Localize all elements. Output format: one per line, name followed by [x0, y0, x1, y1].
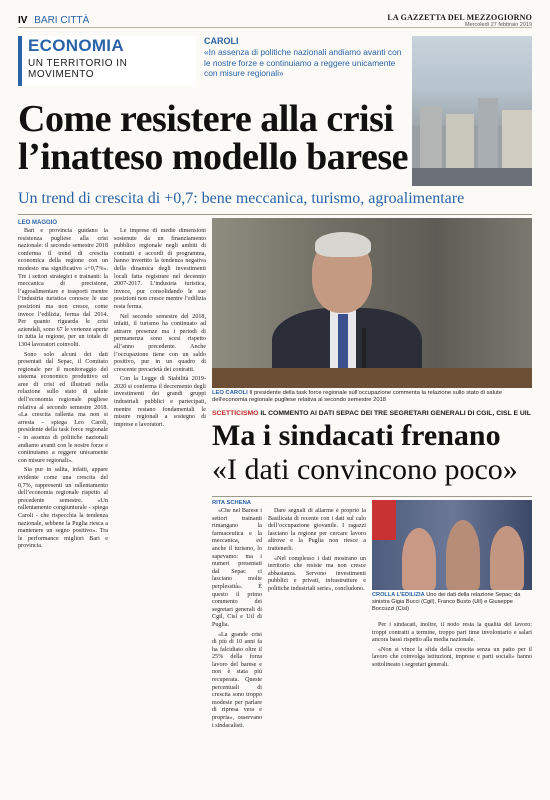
union-leaders-photo [372, 500, 532, 590]
article2-headline-line-2: «I dati convincono poco» [212, 453, 518, 486]
article2-column-2 [268, 508, 366, 788]
paragraph: Sono solo alcuni dei dati presentati dal Sepac, il Comitato regionale per il monitoraggio del sistema economico produttivo ed aree di crisi ed illustrati nella relazione sullo stato di salute dell’economia regionale pugliese relativa al secondo semestre 2018. «La crescita rallenta ma non si arresta - spiega Leo Caroli, presidente della task force regionale - in assenza di politiche nazionali andiamo avanti con le nostre forze e continuiamo a reggere unicamente con misure regionali». [18, 351, 108, 464]
paragraph: Le imprese di medie dimensioni sostenute da un finanziamento pubblico regionale negli ambiti di contratti e accordi di programma, hanno invertito la tendenza negativa della dinamica degli investimenti locali fatta registrare nel decennio 2007-2017. L’industria turistica, invece, pur consolidando le sue posizioni non cresce mentre l’edilizia resta ferma. [114, 228, 206, 310]
subheadline: Un trend di crescita di +0,7: bene meccanica, turismo, agroalimentare [18, 190, 465, 207]
caption-label: CROLLA L’EDILIZIA [372, 592, 425, 598]
poster-graphic [372, 500, 396, 540]
paragraph: Dare segnali di allarme è proprio la Basilicata di recente con i dati sul calo dell’occupazione giovanile. I ragazzi lasciano la regione per cercare lavoro altrove e la Puglia non riesce a trattenerli. [268, 508, 366, 552]
paragraph: Bari e provincia guidano la resistenza pugliese alla crisi nazionale: il secondo semestre 2018 conferma il trend di crescita economica della regione con un modesto ma significativo «+0,7%». Tre i settori strategici e trainanti: la meccanica di precisione, l’agroalimentare e trasporti mentre l’industria turistica conosce le sue posizioni ma non cresce, come invece l’edilizia, ferma dal 2014. Per quanto riguarda le crisi aziendali, sono 67 le vertenze aperte in tutta la regione, per un totale di 1304 lavoratori coinvolti. [18, 228, 108, 348]
section-title: ECONOMIA [28, 36, 124, 55]
section-subtitle: UN TERRITORIO IN MOVIMENTO [28, 58, 128, 80]
article2-column-1 [212, 508, 262, 788]
paragraph: «Non si vince la sfida della crescita senza un patto per il lavoro che coinvolga istituzioni, imprese e parti sociali» hanno sottolineato i segretari generali. [372, 646, 532, 668]
section-name: BARI CITTÀ [34, 15, 90, 26]
main-headline [18, 100, 408, 176]
article2-headline-line-1: Ma i sindacati frenano [212, 419, 501, 452]
pull-quote-text: «In assenza di politiche nazionali andiamo avanti con le nostre forze e continuiamo a reggere unicamente con misure regionali» [204, 47, 402, 78]
city-skyline-photo [412, 36, 532, 186]
article2-column-3 [372, 622, 532, 788]
kicker-label: SCETTICISMO [212, 410, 259, 417]
headline-line-1: Come resistere alla crisi [18, 98, 394, 140]
kicker-text: IL COMMENTO AI DATI SEPAC DEI TRE SEGRETARI GENERALI DI CGIL, CISL E UIL [260, 410, 531, 417]
photo-caption [212, 390, 532, 404]
caption-text: Uno dei dati della relazione Sepac; da sinistra Gigia Bucci (Cgil), Franco Busto (Uil) e Giuseppe Boccuzzi (Cisl) [372, 592, 521, 612]
paragraph: «Nel complesso i dati mostrano un territorio che resiste ma non cresce abbastanza. Servono investimenti pubblici e privati, infrastrutture e politiche industriali serie», concludono. [268, 555, 366, 592]
newspaper-name: LA GAZZETTA DEL MEZZOGIORNO [387, 13, 532, 22]
divider [18, 214, 532, 215]
caption-text: Il presidente della task force regionale sull’occupazione commenta la relazione sullo stato di salute dell’economia regionale pugliese relativa al secondo semestre 2018 [212, 390, 503, 403]
paragraph: «La grande crisi di più di 10 anni fa ha falcidiato oltre il 25% della forza lavoro del barese e non è stata più recuperata. Queste percentuali di crescita sono troppo modeste per parlare di ripresa vera e propria», osservano i sindacalisti. [212, 631, 262, 729]
divider [212, 496, 532, 497]
leo-caroli-photo [212, 218, 532, 388]
issue-date: Mercoledì 27 febbraio 2019 [465, 22, 532, 28]
caption-name: LEO CAROLI [212, 390, 248, 396]
paragraph: Con la Legge di Stabilità 2019-2020 si conferma il decremento degli investimenti dei grandi gruppi industriali pubblici e partecipati, mentre restano fondamentali le misure regionali a sostegno di imprese e lavoratori. [114, 376, 206, 428]
article1-column-2 [114, 228, 206, 788]
paragraph: Per i sindacati, inoltre, il nodo resta la qualità del lavoro: troppi contratti a termine, troppo part time involontario e salari ancora bassi rispetto alla media nazionale. [372, 622, 532, 644]
section-block [18, 36, 196, 86]
page-header [18, 14, 532, 28]
photo2-caption [372, 592, 532, 612]
article1-column-1 [18, 228, 108, 788]
paragraph: Sia pur in salita, infatti, appare evidente come una crescita del 0,7%, rappresenti un rallentamento dell’economia regionale rispetto al precedente semestre. «Un rallentamento congiunturale - spiega Caroli - che rispecchia la tendenza nazionale, sebbene la Puglia riesca a mantenere un segno positivo». Tra le performance migliori Bari e provincia. [18, 467, 108, 550]
article-author: LEO MAGGIO [18, 220, 57, 226]
article2-kicker [212, 410, 532, 417]
paragraph: «Che nel Barese i settori trainanti rimangano la farmaceutica e la meccanica, ed anche il turismo, lo sapevamo: ma i numeri presentati dal Sepac ci lasciano molte perplessità». È questo il primo commento dei segretari generali di Cgil, Cisl e Uil di Puglia. [212, 508, 262, 628]
page-number: IV [18, 15, 28, 26]
masthead [387, 13, 532, 28]
paragraph: Nel secondo semestre del 2018, infatti, il turismo ha continuato ad attrarre presenze ma i periodi di permanenza sono scesi rispetto all’anno precedente. Anche l’occupazione tiene con un saldo positivo, pur in un quadro di crescente precarietà dei contratti. [114, 313, 206, 373]
article2-author: RITA SCHENA [212, 500, 251, 506]
pull-quote-speaker: CAROLI [204, 36, 239, 46]
headline-line-2: l’inatteso modello barese [18, 136, 408, 178]
page-section-label [18, 15, 89, 26]
pull-quote [204, 36, 404, 79]
